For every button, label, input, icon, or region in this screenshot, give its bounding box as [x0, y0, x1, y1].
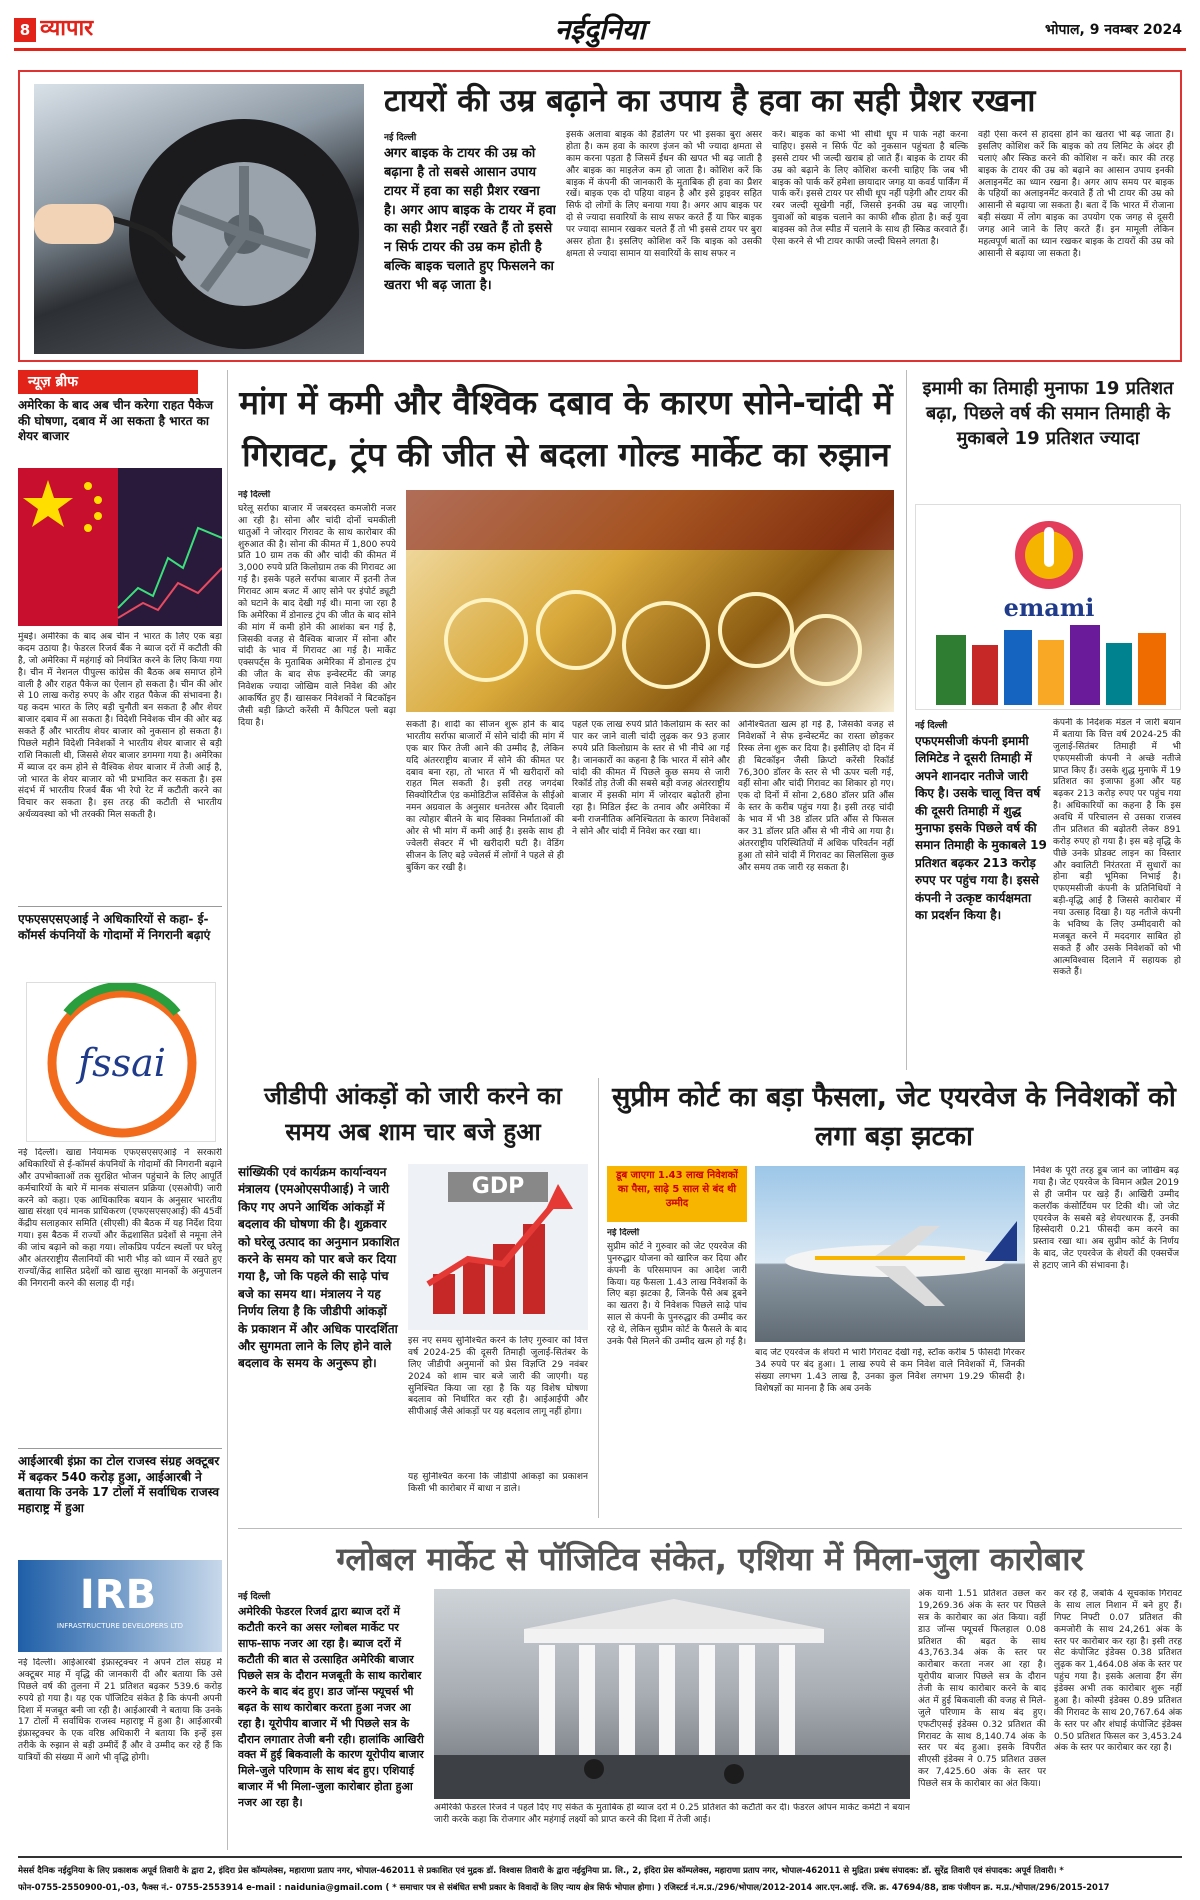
global-lead: अमेरिकी फेडरल रिजर्व द्वारा ब्याज दरों में कटौती करने का असर ग्लोबल मार्केट पर साफ-साफ नजर आ रहा है। ब्याज दरों में कटौती की बात से उत्साहित अमेरिकी बाजार पिछले सत्र के दौरान मजबूती के साथ कारोबार करने के बाद बंद हुए। डाउ जॉन्स फ्यूचर्स भी बढ़त के साथ कारोबार करता हुआ नजर आ रहा है। यूरोपीय बाजार में भी पिछले सत्र के दौरान लगातार तेजी बनी रही। हालांकि आखिरी वक्त में हुई बिकवाली के कारण यूरोपीय बाजार मिले-जुले परिणाम के साथ बंद हुए। एशियाई बाजार में भी मिला-जुला कारोबार होता हुआ नजर आ रहा है। [238, 1605, 424, 1810]
court-dateline: नई दिल्ली [607, 1228, 640, 1238]
gold-column-3: पहले एक लाख रुपये प्रति किलोग्राम के स्तर को पार कर जाने वाली चांदी लुढ़क कर 93 हजार रुपये प्रति किलोग्राम के स्तर से भी नीचे आ गई है। जानकारों का कहना है कि भारत में सोने और चांदी की कीमत में पिछले कुछ समय से जारी रिकॉर्ड तोड़ तेजी की सबसे बड़ी वजह अंतरराष्ट्रीय बाजार में इसकी मांग में जोरदार बढ़ोतरी होना रहा है। मिडिल ईस्ट के तनाव और अमेरिका में बनी राजनीतिक अनिश्चितता के कारण निवेशकों ने सोने और चांदी में निवेश कर रखा था। [572, 720, 730, 837]
gold-jewellery-photo [406, 490, 894, 712]
jet-airways-plane-photo [755, 1166, 1025, 1342]
global-photo-caption: अमेरिकी फेडरल रिजर्व ने पहले दिए गए संकेत के मुताबिक ही ब्याज दरों में 0.25 प्रतिशत की कटौती कर दी। फेडरल ओपन मार्केट कमेटी ने बयान जारी करके कहा कि रोजगार और महंगाई लक्ष्यों को प्राप्त करने की दिशा में तेजी आई। [434, 1803, 910, 1825]
emami-headline: इमामी का तिमाही मुनाफा 19 प्रतिशत बढ़ा, पिछले वर्ष की समान तिमाही के मुकाबले 19 प्रतिशत ज्यादा [922, 378, 1174, 450]
gold-illustration [406, 490, 894, 712]
global-dateline: नई दिल्ली [238, 1592, 271, 1602]
court-column-3: निवेश के पूरी तरह डूब जाने का जोखिम बढ़ गया है। जेट एयरवेज के विमान अप्रैल 2019 से ही जमीन पर खड़े हैं। आखिरी उम्मीद कलरॉक कंसोर्टियम पर टिकी थी। जो जेट एयरवेज के सबसे बड़े शेयरधारक हैं, उनकी हिस्सेदारी 0.21 फीसदी कम करने का प्रस्ताव रखा था। अब सुप्रीम कोर्ट के निर्णय के बाद, जेट एयरवेज के शेयरों की एक्सचेंज से हटाए जाने की संभावना है। [1033, 1166, 1179, 1271]
fssai-logo [26, 982, 216, 1142]
emami-dateline: नई दिल्ली [915, 721, 948, 731]
tyre-column-1: इसके अलावा बाइक की हैंडलिंग पर भी इसका बुरा असर होता है। कम हवा के कारण इंजन को भी ज्यादा क्षमता से काम करना पड़ता है जिसमें ईंधन की खपत भी बढ़ जाती है और बाइक का माइलेज कम हो जाता है। कोशिश करें कि बाइक में कंपनी की जानकारी के मुताबिक ही हवा का प्रैशर रखें। बाइक एक दो पहिया वाहन है और इसे ड्राइवर सहित सिर्फ दो लोगों के लिए बनाया गया है। अगर आप बाइक पर दो से ज्यादा सवारियों के साथ सफर करते हैं या फिर बाइक पर ज्यादा सामान रखकर चलते हैं तो भी इससे टायर पर बुरा असर होता है। इसलिए कोशिश करें कि बाइक को उसकी क्षमता से ज्यादा सामान या सवारियों के साथ सफर न [566, 130, 762, 259]
brief-1-body: मुंबई। अमेरिका के बाद अब चीन ने भारत के लिए एक बड़ा कदम उठाया है। फेडरल रिजर्व बैंक ने ब्याज दरों में कटौती की है, जो अमेरिका में महंगाई को नियंत्रित करने के लिए किया गया है। चीन में नेशनल पीपुल्स कांग्रेस की बैठक अब समाप्त होने वाली है और राहत पैकेज का ऐलान हो सकता है। चीन की ओर से 10 लाख करोड़ रुपए के और राहत पैकेज की संभावना है। यह कदम भारत के लिए बड़ी चुनौती बन सकता है और शेयर बाजार दबाव में आ सकता है। विदेशी निवेशक चीन की ओर बढ़ सकते हैं और भारतीय शेयर बाजार को नुकसान हो सकता है। पिछले महीने विदेशी निवेशकों ने भारतीय शेयर बाजार से बड़ी राशि निकाली थी, जिससे शेयर बाजार डगमगा गया है। अमेरिका में ब्याज दर कम होने से वैश्विक शेयर बाजार में तेजी आई है, जो भारत के शेयर बाजार को भी प्रभावित कर सकता है। इस संदर्भ में भारतीय रिजर्व बैंक भी रेपो रेट में कटौती करने का विचार कर सकता है। इस तरह की कटौती से भारतीय अर्थव्यवस्था को भी तरक्की मिल सकती है। [18, 632, 222, 821]
emami-lead: एफएमसीजी कंपनी इमामी लिमिटेड ने दूसरी तिमाही में अपने शानदार नतीजे जारी किए है। उसके चालू वित्त वर्ष की दूसरी तिमाही में शुद्ध मुनाफा इसके पिछले वर्ष की समान तिमाही के मुकाबले 19 प्रतिशत बढ़कर 213 करोड़ रुपए पर पहुंच गया है। इससे कंपनी ने उत्कृष्ट कार्यक्षमता का प्रदर्शन किया है। [915, 734, 1047, 922]
irb-logo-text: IRB [79, 1572, 157, 1618]
imprint-footer [18, 1856, 1182, 1896]
newspaper-logo: नईदुनिया [554, 13, 646, 46]
gdp-graphic-label: GDP [448, 1172, 548, 1202]
stock-exchange-illustration [434, 1589, 910, 1799]
tyre-lead-block [384, 130, 556, 354]
emami-logo-text: emami [1003, 593, 1095, 622]
court-headline: सुप्रीम कोर्ट का बड़ा फैसला, जेट एयरवेज के निवेशकों को लगा बड़ा झटका [612, 1082, 1176, 1153]
tyre-column-2: करें। बाइक को कभी भी सीधी धूप में पार्क नहीं करना चाहिए। इससे न सिर्फ पेंट को नुकसान पहुंचता है बल्कि इससे टायर भी जल्दी खराब हो जाते हैं। बाइक के टायर की उम्र को बढ़ाने के लिए कोशिश करनी चाहिए कि जब भी बाइक को पार्क करें हमेशा छायादार जगह या कवर्ड पार्किंग में पार्क करें। इससे टायर पर सीधी धूप नहीं पड़ेगी और टायर की रबर जल्दी सूखेगी नहीं, जिससे इनकी उम्र बढ़ जाएगी। युवाओं को बाइक चलाने का काफी शौक होता है। कई युवा बाइक्स को तेज स्पीड में चलाने के साथ ही स्किड करवाते हैं। ऐसा करने से भी टायर काफी जल्दी घिसने लगता है। [772, 130, 968, 247]
brief-2-headline: एफएसएसएआई ने अधिकारियों से कहा- ई-कॉमर्स कंपनियों के गोदामों में निगरानी बढ़ाएं [18, 912, 211, 942]
brief-3-body: नई दिल्ली। आईआरबी इंफ्रास्ट्रक्चर ने अपने टोल संग्रह में अक्टूबर माह में वृद्धि की जानकारी दी और बताया कि उसे पिछले वर्ष की तुलना में 21 प्रतिशत बढ़कर 539.6 करोड़ रुपये हो गया है। यह एक पॉजिटिव संकेत है कि कंपनी अपनी दिशा में मजबूत बनी जा रही है। आईआरबी ने बताया कि उनके 17 टोलों में सर्वाधिक राजस्व महाराष्ट्र में हुआ है। आईआरबी इंफ्रास्ट्रक्चर के एक वरिष्ठ अधिकारी ने बताया कि इन्हें इस तरीके के रुझान से बड़ी उम्मीदें हैं और वे उम्मीद कर रहे हैं कि यात्रियों की संख्या में आगे भी वृद्धि होगी। [18, 1658, 222, 1763]
emami-products-photo [915, 504, 1181, 710]
emami-article [906, 370, 1182, 1070]
nyse-photo [434, 1589, 910, 1799]
court-column-2: बाद जेट एयरवेज के शेयरों में भारी गिरावट देखी गई, स्टॉक करीब 5 फीसदी गिरकर 34 रुपये पर बंद हुआ। 1 लाख रुपये से कम निवेश वाले निवेशकों में, जिनकी संख्या लगभग 1.43 लाख है, उनका कुल निवेश लगभग 19.29 फीसदी है। विशेषज्ञों का मानना है कि अब उनके [755, 1348, 1025, 1394]
fssai-logo-text: fssai [78, 1041, 166, 1085]
court-column-1 [607, 1228, 747, 1514]
gold-column-4: अनिश्चितता खत्म हो गई है, जिसकी वजह से निवेशकों ने सेफ इन्वेस्टमेंट का रास्ता छोड़कर रिस्क लेना शुरू कर दिया है। इसीलिए दो दिन में ही बिटकॉइन जैसी क्रिप्टो करेंसी रिकॉर्ड 76,300 डॉलर के स्तर से भी ऊपर चली गई, वहीं सोना और चांदी गिरावट का शिकार हो गए। एक दो दिनों में सोना 2,680 डॉलर प्रति औंस के स्तर के करीब पहुंच गया है। इसी तरह चांदी के भाव में भी 38 डॉलर प्रति औंस से फिसल कर 31 डॉलर प्रति औंस से भी नीचे आ गया है। अंतरराष्ट्रीय परिस्थितियों में अधिक परिवर्तन नहीं हुआ तो सोने चांदी में गिरावट का सिलसिला कुछ और समय तक जारी रह सकता है। [738, 720, 894, 873]
news-brief-sidebar [18, 370, 228, 1850]
gold-dateline: नई दिल्ली [238, 490, 271, 500]
gdp-foot: यह सुनिश्चित करना कि जीडीपी आंकड़ों का प्रकाशन किसी भी कारोबार में बाधा न डाले। [408, 1472, 588, 1494]
section-name: व्यापार [40, 16, 94, 41]
gold-headline-line-1: मांग में कमी और वैश्विक दबाव के कारण सोने-चांदी में [239, 383, 893, 422]
news-brief-label: न्यूज़ ब्रीफ [18, 370, 198, 394]
masthead-rule [14, 48, 1186, 51]
tyre-photo [34, 84, 364, 354]
gold-column-1 [238, 490, 396, 1066]
irb-logo [18, 1560, 222, 1652]
china-flag-photo [18, 468, 222, 626]
global-column-1: अंक यानी 1.51 प्रतिशत उछल कर 19,269.36 अंक के स्तर पर पिछले सत्र के कारोबार का अंत किया। वहीं डाउ जॉन्स फ्यूचर्स फिलहाल 0.08 प्रतिशत की बढ़त के साथ 43,763.34 अंक के स्तर पर कारोबार करता नजर आ रहा है। यूरोपीय बाजार पिछले सत्र के दौरान तेजी के साथ कारोबार करने के बाद अंत में हुई बिकवाली की वजह से मिले-जुले परिणाम के साथ बंद हुए। एफटीएसई इंडेक्स 0.32 प्रतिशत की गिरावट के साथ 8,140.74 अंक के स्तर पर बंद हुआ। इसके विपरीत सीएसी इंडेक्स ने 0.75 प्रतिशत उछल कर 7,425.60 अंक के स्तर पर पिछले सत्र के कारोबार का अंत किया। [918, 1589, 1046, 1789]
brief-divider-1 [18, 906, 222, 907]
brief-2-body: नई दिल्ली। खाद्य नियामक एफएसएसएआई ने सरकारी अधिकारियों से ई-कॉमर्स कंपनियों के गोदामों की निगरानी बढ़ाने और उपभोक्ताओं तक सुरक्षित भोजन पहुंचाने के लिए आपूर्ति कर्मचारियों के बारे में मानक संचालन प्रक्रिया (एसओपी) जारी करने को कहा। एक आधिकारिक बयान के अनुसार भारतीय खाद्य संरक्षा एवं मानक प्राधिकरण (एफएसएसएआई) की 45वीं केंद्रीय सलाहकार समिति (सीएसी) की बैठक में यह निर्देश दिया गया। इस बैठक में राज्यों और केंद्रशासित प्रदेशों से नमूना लेने की जांच बढ़ाने को कहा गया। लोकप्रिय पर्यटन स्थलों पर घरेलू और अंतरराष्ट्रीय सैलानियों की भारी भीड़ को ध्यान में रखते हुए राज्यों/केंद्र शासित प्रदेशों को खाद्य सुरक्षा मानकों के अनुपालन की निगरानी करने की सलाह दी गई। [18, 1148, 222, 1289]
court-column-1-text: सुप्रीम कोर्ट ने गुरुवार को जेट एयरवेज की पुनरुद्धार योजना को खारिज कर दिया और कंपनी के परिसमापन का आदेश जारी किया। यह फैसला 1.43 लाख निवेशकों के लिए बड़ा झटका है, जिनके पैसे अब डूबने का खतरा है। ये निवेशक पिछले साढ़े पांच साल से कंपनी के पुनरुद्धार की उम्मीद कर रहे थे, लेकिन सुप्रीम कोर्ट के फैसले के बाद उनके पैसे मिलने की उम्मीद खत्म हो गई है। [607, 1241, 747, 1347]
tyre-article [18, 70, 1182, 362]
emami-body: कंपनी के निदेशक मंडल ने जारी बयान में बताया कि वित्त वर्ष 2024-25 की जुलाई-सितंबर तिमाही में भी एफएमसीजी कंपनी ने अच्छे नतीजे प्राप्त किए हैं। उसके शुद्ध मुनाफे में 19 प्रतिशत का इजाफा हुआ और यह बढ़कर 213 करोड़ रुपए पर पहुंच गया है। अधिकारियों का कहना है कि इस अवधि में परिचालन से उसका राजस्व तीन प्रतिशत की बढ़ोतरी लेकर 891 करोड़ रुपए हो गया है। इस बड़े वृद्धि के पीछे उनके प्रोडक्ट लाइन का विस्तार और क्वालिटी निरंतरता में सुधारों का होना बड़ी भूमिका निभाई है। एफएमसीजी कंपनी के प्रतिनिधियों ने बड़ी-वृद्धि आई है जिससे कारोबार में नया उत्साह दिखा है। यह नतीजे कंपनी के भविष्य के लिए उम्मीदवारी को मजबूत करने में मददगार साबित हो सकते हैं और उसके निवेशकों को भी आत्मविश्वास दिलाने में सहायक हो सकते हैं। [1053, 718, 1181, 978]
global-column-2: कर रहे हैं, जबकि 4 सूचकांक गिरावट के साथ लाल निशान में बने हुए हैं। गिफ्ट निफ्टी 0.07 प्रतिशत की कमजोरी के साथ 24,261 अंक के स्तर पर कारोबार कर रहा है। इसी तरह सेट कंपोजिट इंडेक्स 0.38 प्रतिशत लुढ़क कर 1,464.08 अंक के स्तर पर पहुंच गया है। इसके अलावा हैंग सेंग इंडेक्स अभी तक कारोबार शुरू नहीं हुआ है। कोस्पी इंडेक्स 0.89 प्रतिशत की गिरावट के साथ 20,767.64 अंक के स्तर पर और शंघाई कंपोजिट इंडेक्स 0.50 प्रतिशत फिसल कर 3,453.24 अंक के स्तर पर कारोबार कर रहा है। [1054, 1589, 1182, 1754]
court-tag: डूब जाएगा 1.43 लाख निवेशकों का पैसा, साढ़े 5 साल से बंद थी उम्मीद [607, 1166, 747, 1222]
china-flag-graphic [18, 468, 222, 626]
tyre-dateline: नई दिल्ली [384, 133, 417, 143]
imprint-line-1: मेसर्स दैनिक नईदुनिया के लिए प्रकाशक अपूर्व तिवारी के द्वारा 2, इंदिरा प्रेस कॉम्पलेक्स, महाराणा प्रताप नगर, भोपाल-462011 से प्रकाशित एवं मुद्रक डॉ. विश्वास तिवारी के द्वारा नईदुनिया प्रा. लि., 2, इंदिरा प्रेस कॉम्पलेक्स, महाराणा प्रताप नगर, भोपाल-462011 से मुद्रित। प्रबंध संपादक: डॉ. सुरेंद्र तिवारी एवं संपादक: अपूर्व तिवारी। * [18, 1865, 1064, 1875]
gdp-graphic [408, 1164, 588, 1330]
gold-column-2: सकती है। शादी का सीजन शुरू होने के बाद भारतीय सर्राफा बाजारों में सोने चांदी की मांग में एक बार फिर तेजी आने की उम्मीद है, लेकिन यदि अंतरराष्ट्रीय बाजार में सोने की कीमत पर दबाव बना रहा, तो भारत में भी खरीदारों को राहत मिल सकती है। इसी तरह जगदंबा सिक्योरिटीज एंड कमोडिटीज सर्विसेज के सीईओ नमन अग्रवाल के अनुसार धनतेरस और दिवाली का त्योहार बीतने के बाद सिक्का निर्माताओं की ओर से भी मांग में कमी आई है। इसके साथ ही ज्वेलरी सेक्टर में भी खरीदारी घटी है। वेडिंग सीजन के लिए बड़े ज्वेलर्स में लोगों ने पहले से ही बुकिंग कर रखी है। [406, 720, 564, 873]
global-market-article [238, 1528, 1182, 1850]
imprint-line-2: फोन-0755-2550900-01,-03, फैक्स नं.- 0755-2553914 e-mail : naidunia@gmail.com ( * समाचार पत्र से संबंधित सभी प्रकार के विवादों के लिए न्याय क्षेत्र सिर्फ भोपाल होगा। ) रजिस्टर्ड नं.म.प्र./296/भोपाल/2012-2014 आर.एन.आई. रजि. क्र. 47694/88, डाक पंजीयन क्र. म.प्र./भोपाल/296/2015-2017 [18, 1882, 1110, 1892]
tyre-lead: अगर बाइक के टायर की उम्र को बढ़ाना है तो सबसे आसान उपाय टायर में हवा का सही प्रैशर रखना है। अगर आप बाइक के टायर में हवा का सही प्रैशर नहीं रखते हैं तो इससे न सिर्फ टायर की उम्र कम होती है बल्कि बाइक चलाते हुए फिसलने का खतरा भी बढ़ जाता है। [384, 146, 556, 293]
tyre-illustration [34, 84, 364, 354]
gdp-article [238, 1078, 588, 1518]
gdp-headline: जीडीपी आंकड़ों को जारी करने का समय अब शाम चार बजे हुआ [264, 1082, 562, 1146]
masthead [0, 0, 1200, 62]
global-headline: ग्लोबल मार्केट से पॉजिटिव संकेत, एशिया में मिला-जुला कारोबार [336, 1540, 1084, 1578]
brief-3-headline: आईआरबी इंफ्रा का टोल राजस्व संग्रह अक्टूबर में बढ़कर 540 करोड़ हुआ, आईआरबी ने बताया कि उनके 17 टोलों में सर्वाधिक राजस्व महाराष्ट्र में हुआ [18, 1454, 220, 1515]
gdp-body: इस नए समय सुनिश्चित करने के लिए गुरुवार को वित्त वर्ष 2024-25 की दूसरी तिमाही जुलाई-सितंबर के लिए जीडीपी अनुमानों को प्रेस विज्ञप्ति 29 नवंबर 2024 को शाम चार बजे जारी की जाएगी। यह सुनिश्चित किया जा रहा है कि यह विशेष घोषणा बदलाव को निर्धारित कर रही है। आईआईपी और सीपीआई जैसे आंकड़ों पर यह बदलाव लागू नहीं होगा। [408, 1336, 588, 1418]
brief-1-headline: अमेरिका के बाद अब चीन करेगा राहत पैकेज की घोषणा, दबाव में आ सकता है भारत का शेयर बाजार [18, 398, 214, 444]
emami-lead-block [915, 718, 1047, 1066]
gdp-lead: सांख्यिकी एवं कार्यक्रम कार्यान्वयन मंत्रालय (एमओएसपीआई) ने जारी किए गए अपने आर्थिक आंकड़ों में बदलाव की घोषणा की है। शुक्रवार को घरेलू उत्पाद का अनुमान प्रकाशित करने के समय को पार बजे कर दिया गया है, जो कि पहले की साढ़े पांच बजे का समय था। मंत्रालय ने यह निर्णय लिया है कि जीडीपी आंकड़ों के प्रकाशन में और अधिक पारदर्शिता और सुगमता लाने के लिए होने वाले बदलाव के समय के अनुरूप हो। [238, 1165, 400, 1371]
plane-illustration [755, 1166, 1025, 1342]
gold-article [238, 370, 898, 1070]
edition-date: भोपाल, 9 नवम्बर 2024 [1044, 22, 1182, 38]
tyre-headline: टायरों की उम्र बढ़ाने का उपाय है हवा का सही प्रैशर रखना [384, 83, 1036, 119]
gold-column-1-text: घरेलू सर्राफा बाजार में जबरदस्त कमजोरी नजर आ रही है। सोना और चांदी दोनों चमकीली धातुओं ने जोरदार गिरावट के साथ कारोबार की शुरुआत की है। सोना की कीमत में 1,800 रुपये प्रति 10 ग्राम तक की और चांदी की कीमत में 3,000 रुपये प्रति किलोग्राम तक की गिरावट आ गई है। इसके पहले सर्राफा बाजार में इतनी तेज गिरावट आम बजट में आए सोने पर इंपोर्ट ड्यूटी को घटाने के बाद देखी गई थी। माना जा रहा है कि अमेरिका में डोनाल्ड ट्रंप की जीत के बाद सोने की मांग में कमी होने की आशंका बन गई है, जिसकी वजह से वैश्विक बाजार में सोना और चांदी के भाव में गिरावट आ गई है। मार्केट एक्सपर्ट्स के मुताबिक अमेरिका में डोनाल्ड ट्रंप की जीत के बाद सेफ इन्वेस्टमेंट की जगह निवेशक ज्यादा जोखिम वाले निवेश की ओर आकर्षित हुए हैं। खासकर निवेशकों ने बिटकॉइन जैसी बड़ी क्रिप्टो करेंसी में कैपिटल फ्लो बढ़ा दिया है। [238, 503, 396, 728]
brief-divider-2 [18, 1448, 222, 1449]
irb-logo-sub: INFRASTRUCTURE DEVELOPERS LTD [56, 1622, 184, 1630]
gold-headline-line-2: गिरावट, ट्रंप की जीत से बदला गोल्ड मार्केट का रुझान [242, 435, 890, 474]
page-number: 8 [14, 18, 36, 42]
global-lead-block [238, 1589, 426, 1847]
tyre-column-3: वहीं ऐसा करने से हादसा होने का खतरा भी बढ़ जाता है। इसलिए कोशिश करें कि बाइक को तय लिमिट के अंदर ही चलाएं और स्किड करने की कोशिश न करें। कार की तरह बाइक के टायर की उम्र को बढ़ाने का आसान उपाय इनकी अलाइनमेंट का ध्यान रखना है। अगर आप समय पर बाइक के पहियों का अलाइनमेंट करवाते हैं तो भी टायर की उम्र को आसानी से बढ़ाया जा सकता है। बता दें कि भारत में रोजाना बड़ी संख्या में लोग बाइक का उपयोग एक जगह से दूसरी जगह आने जाने के लिए करते हैं। इन मामूली लेकिन महत्वपूर्ण बातों का ध्यान रखकर बाइक के टायरों की उम्र को आसानी से बढ़ाया जा सकता है। [978, 130, 1174, 259]
jet-airways-article [598, 1078, 1182, 1518]
